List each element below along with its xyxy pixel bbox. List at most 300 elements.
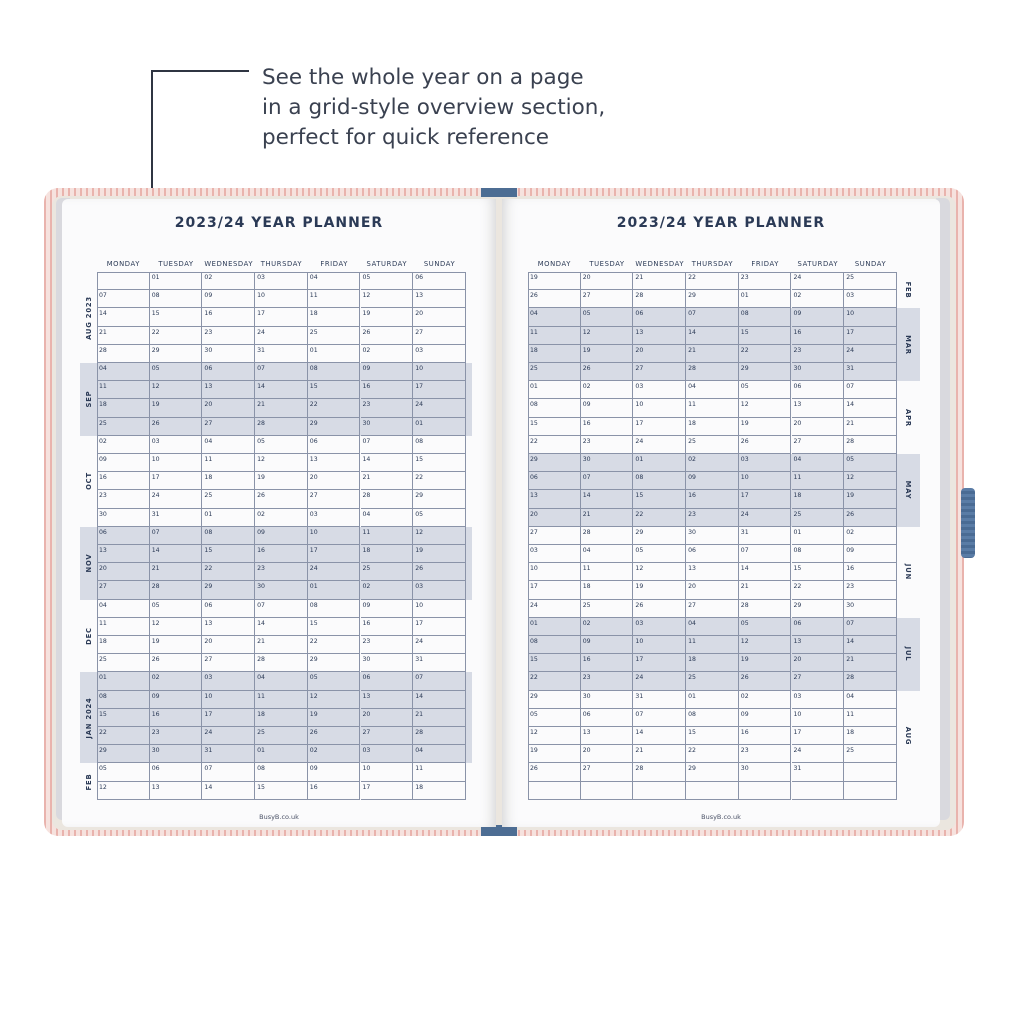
- day-cell: 25: [792, 509, 845, 527]
- day-cell: 20: [308, 472, 361, 490]
- day-cell: 24: [844, 345, 897, 363]
- day-cell: 13: [413, 290, 466, 308]
- day-cell: 08: [413, 436, 466, 454]
- day-cell: 12: [633, 563, 686, 581]
- day-cell: 12: [844, 472, 897, 490]
- day-cell: 06: [528, 472, 581, 490]
- day-cell: 29: [633, 527, 686, 545]
- day-cell: 17: [413, 618, 466, 636]
- day-cell: 19: [739, 654, 792, 672]
- day-cell: 11: [361, 527, 414, 545]
- month-label: FEB: [904, 281, 912, 299]
- day-cell: 13: [361, 691, 414, 709]
- day-cell: 07: [633, 709, 686, 727]
- day-cell: 12: [150, 618, 203, 636]
- day-cell: 26: [255, 490, 308, 508]
- day-cell: 10: [844, 308, 897, 326]
- day-cell: 04: [686, 618, 739, 636]
- day-cell: 27: [581, 290, 634, 308]
- day-cell: 25: [528, 363, 581, 381]
- day-cell: 27: [686, 600, 739, 618]
- day-cell: 24: [739, 509, 792, 527]
- day-cell: 13: [202, 381, 255, 399]
- day-cell: 15: [97, 709, 150, 727]
- day-cell: 02: [686, 454, 739, 472]
- day-cell: 26: [413, 563, 466, 581]
- day-cell: 03: [633, 618, 686, 636]
- day-cell: 15: [308, 618, 361, 636]
- month-label: FEB: [85, 773, 93, 791]
- page-footer: BusyB.co.uk: [701, 813, 741, 821]
- day-cell: 20: [202, 399, 255, 417]
- day-cell: 04: [792, 454, 845, 472]
- day-cell: 27: [202, 418, 255, 436]
- day-cell: 07: [255, 600, 308, 618]
- day-cell: 13: [686, 563, 739, 581]
- day-cell: 10: [792, 709, 845, 727]
- day-cell: 19: [255, 472, 308, 490]
- day-cell: 23: [686, 509, 739, 527]
- day-cell: 17: [308, 545, 361, 563]
- day-cell: 20: [686, 581, 739, 599]
- day-cell: 16: [792, 327, 845, 345]
- day-cell: 22: [97, 727, 150, 745]
- day-cell: 01: [686, 691, 739, 709]
- day-cell: 20: [633, 345, 686, 363]
- day-cell: 30: [792, 363, 845, 381]
- day-cell: 02: [581, 381, 634, 399]
- day-cell: 09: [844, 545, 897, 563]
- day-cell: 24: [202, 727, 255, 745]
- day-cell: 25: [581, 600, 634, 618]
- day-cell: 09: [739, 709, 792, 727]
- day-cell: 21: [361, 472, 414, 490]
- page-title: 2023/24 YEAR PLANNER: [174, 215, 384, 231]
- weekday-header: SATURDAY: [797, 260, 839, 268]
- day-cell: 17: [255, 308, 308, 326]
- day-cell: [792, 782, 845, 800]
- day-cell: 18: [255, 709, 308, 727]
- day-cell: 22: [528, 672, 581, 690]
- day-cell: 17: [413, 381, 466, 399]
- day-cell: 22: [308, 399, 361, 417]
- day-cell: 18: [844, 727, 897, 745]
- day-cell: 17: [739, 490, 792, 508]
- day-cell: 13: [528, 490, 581, 508]
- day-cell: 04: [255, 672, 308, 690]
- day-cell: 11: [308, 290, 361, 308]
- day-cell: 11: [844, 709, 897, 727]
- day-cell: 04: [202, 436, 255, 454]
- day-cell: 30: [202, 345, 255, 363]
- day-cell: 16: [686, 490, 739, 508]
- callout-line-horizontal: [151, 70, 249, 72]
- day-cell: 02: [97, 436, 150, 454]
- day-cell: 20: [361, 709, 414, 727]
- day-cell: 19: [150, 399, 203, 417]
- day-cell: 10: [633, 399, 686, 417]
- day-cell: 01: [255, 745, 308, 763]
- day-cell: 19: [361, 308, 414, 326]
- caption: [262, 63, 605, 153]
- day-cell: 28: [255, 654, 308, 672]
- day-cell: 01: [633, 454, 686, 472]
- day-cell: 18: [413, 782, 466, 800]
- day-cell: 24: [413, 399, 466, 417]
- day-cell: 06: [633, 308, 686, 326]
- day-cell: 25: [361, 563, 414, 581]
- day-cell: 17: [528, 581, 581, 599]
- day-cell: 23: [739, 272, 792, 290]
- month-label: OCT: [85, 472, 93, 491]
- day-cell: 26: [739, 672, 792, 690]
- right-page: [502, 199, 940, 827]
- weekday-header: THURSDAY: [691, 260, 734, 268]
- day-cell: 24: [150, 490, 203, 508]
- day-cell: 29: [308, 418, 361, 436]
- day-cell: 27: [792, 672, 845, 690]
- day-cell: 21: [686, 345, 739, 363]
- day-cell: 08: [150, 290, 203, 308]
- day-cell: 16: [581, 654, 634, 672]
- day-cell: 03: [361, 745, 414, 763]
- day-cell: 10: [528, 563, 581, 581]
- day-cell: 19: [413, 545, 466, 563]
- day-cell: 14: [361, 454, 414, 472]
- day-cell: 12: [739, 636, 792, 654]
- day-cell: 29: [97, 745, 150, 763]
- day-cell: 09: [686, 472, 739, 490]
- weekday-header: WEDNESDAY: [204, 260, 254, 268]
- weekday-header: TUESDAY: [158, 260, 194, 268]
- day-cell: 14: [844, 636, 897, 654]
- day-cell: 11: [202, 454, 255, 472]
- day-cell: 27: [528, 527, 581, 545]
- day-cell: 19: [739, 418, 792, 436]
- day-cell: 05: [361, 272, 414, 290]
- day-cell: 20: [792, 654, 845, 672]
- day-cell: 11: [255, 691, 308, 709]
- day-cell: 22: [792, 581, 845, 599]
- day-cell: 18: [361, 545, 414, 563]
- day-cell: 10: [413, 600, 466, 618]
- weekday-header: WEDNESDAY: [635, 260, 685, 268]
- weekday-header: SUNDAY: [854, 260, 887, 268]
- day-cell: 30: [150, 745, 203, 763]
- day-cell: 04: [413, 745, 466, 763]
- day-cell: 26: [633, 600, 686, 618]
- day-cell: 28: [686, 363, 739, 381]
- day-cell: 04: [528, 308, 581, 326]
- year-planner-grid: [62, 199, 496, 827]
- day-cell: 03: [308, 509, 361, 527]
- day-cell: 29: [792, 600, 845, 618]
- month-label: AUG: [904, 726, 912, 746]
- day-cell: 13: [308, 454, 361, 472]
- day-cell: 30: [581, 691, 634, 709]
- day-cell: 12: [739, 399, 792, 417]
- day-cell: [528, 782, 581, 800]
- day-cell: 14: [202, 782, 255, 800]
- day-cell: 07: [844, 618, 897, 636]
- day-cell: 13: [581, 727, 634, 745]
- day-cell: 04: [97, 363, 150, 381]
- day-cell: 21: [150, 563, 203, 581]
- day-cell: 19: [528, 272, 581, 290]
- day-cell: 23: [202, 327, 255, 345]
- day-cell: 21: [413, 709, 466, 727]
- day-cell: 25: [686, 436, 739, 454]
- weekday-header: SATURDAY: [366, 260, 408, 268]
- day-cell: 12: [97, 782, 150, 800]
- day-cell: 11: [97, 618, 150, 636]
- day-cell: 27: [413, 327, 466, 345]
- day-cell: 26: [844, 509, 897, 527]
- weekday-header: THURSDAY: [260, 260, 303, 268]
- month-label: MAY: [904, 481, 912, 500]
- day-cell: 15: [255, 782, 308, 800]
- day-cell: 24: [308, 563, 361, 581]
- day-cell: 18: [308, 308, 361, 326]
- callout-line: [151, 70, 153, 190]
- day-cell: 23: [792, 345, 845, 363]
- day-cell: 23: [581, 436, 634, 454]
- day-cell: 17: [633, 418, 686, 436]
- day-cell: 04: [844, 691, 897, 709]
- day-cell: 18: [97, 636, 150, 654]
- day-cell: 28: [739, 600, 792, 618]
- day-cell: 27: [633, 363, 686, 381]
- day-cell: 02: [202, 272, 255, 290]
- day-cell: 17: [202, 709, 255, 727]
- day-cell: 05: [255, 436, 308, 454]
- day-cell: 16: [361, 381, 414, 399]
- day-cell: 28: [633, 290, 686, 308]
- day-cell: [581, 782, 634, 800]
- day-cell: 20: [413, 308, 466, 326]
- day-cell: 22: [686, 272, 739, 290]
- day-cell: 21: [633, 272, 686, 290]
- day-cell: 22: [739, 345, 792, 363]
- day-cell: 16: [97, 472, 150, 490]
- day-cell: 14: [581, 490, 634, 508]
- day-cell: 28: [413, 727, 466, 745]
- day-cell: 07: [202, 763, 255, 781]
- day-cell: 08: [308, 600, 361, 618]
- day-cell: 30: [361, 654, 414, 672]
- day-cell: 19: [150, 636, 203, 654]
- day-cell: 18: [528, 345, 581, 363]
- day-cell: 29: [739, 363, 792, 381]
- day-cell: 21: [581, 509, 634, 527]
- day-cell: 24: [633, 672, 686, 690]
- day-cell: 07: [150, 527, 203, 545]
- day-cell: 19: [844, 490, 897, 508]
- day-cell: 17: [361, 782, 414, 800]
- day-cell: 15: [792, 563, 845, 581]
- day-cell: 25: [202, 490, 255, 508]
- day-cell: 07: [844, 381, 897, 399]
- day-cell: 27: [202, 654, 255, 672]
- day-cell: 12: [413, 527, 466, 545]
- day-cell: 11: [97, 381, 150, 399]
- day-cell: 27: [97, 581, 150, 599]
- day-cell: 26: [150, 418, 203, 436]
- day-cell: 08: [686, 709, 739, 727]
- day-cell: 29: [202, 581, 255, 599]
- day-cell: 14: [255, 381, 308, 399]
- day-cell: 31: [844, 363, 897, 381]
- day-cell: 01: [308, 345, 361, 363]
- day-cell: 28: [361, 490, 414, 508]
- day-cell: 04: [361, 509, 414, 527]
- day-cell: 07: [686, 308, 739, 326]
- day-cell: 14: [150, 545, 203, 563]
- day-cell: 30: [844, 600, 897, 618]
- day-cell: 23: [255, 563, 308, 581]
- month-label: AUG 2023: [85, 295, 93, 340]
- day-cell: 28: [844, 672, 897, 690]
- day-cell: 05: [739, 618, 792, 636]
- day-cell: 06: [202, 600, 255, 618]
- day-cell: 25: [844, 272, 897, 290]
- day-cell: 21: [844, 418, 897, 436]
- day-cell: 20: [581, 745, 634, 763]
- day-cell: 06: [413, 272, 466, 290]
- day-cell: 01: [150, 272, 203, 290]
- caption-line-1: See the whole year on a page: [262, 65, 584, 90]
- day-cell: 16: [739, 727, 792, 745]
- day-cell: [686, 782, 739, 800]
- day-cell: 14: [97, 308, 150, 326]
- day-cell: 19: [528, 745, 581, 763]
- day-cell: 09: [97, 454, 150, 472]
- day-cell: 06: [150, 763, 203, 781]
- day-cell: 22: [150, 327, 203, 345]
- day-cell: 21: [739, 581, 792, 599]
- day-cell: 22: [686, 745, 739, 763]
- day-cell: 10: [202, 691, 255, 709]
- day-cell: 24: [528, 600, 581, 618]
- day-cell: 20: [97, 563, 150, 581]
- day-cell: 03: [792, 691, 845, 709]
- day-cell: 03: [528, 545, 581, 563]
- day-cell: 27: [361, 727, 414, 745]
- day-cell: 16: [150, 709, 203, 727]
- day-cell: 06: [581, 709, 634, 727]
- day-cell: 06: [97, 527, 150, 545]
- day-cell: 11: [686, 399, 739, 417]
- day-cell: 04: [97, 600, 150, 618]
- day-cell: 11: [528, 327, 581, 345]
- day-cell: 18: [686, 418, 739, 436]
- day-cell: 23: [361, 399, 414, 417]
- month-label: APR: [904, 408, 912, 427]
- day-cell: 30: [739, 763, 792, 781]
- day-cell: 03: [844, 290, 897, 308]
- day-cell: 05: [97, 763, 150, 781]
- year-planner-grid: [502, 199, 940, 827]
- day-cell: 09: [581, 636, 634, 654]
- weekday-header: SUNDAY: [423, 260, 456, 268]
- day-cell: 31: [202, 745, 255, 763]
- day-cell: 04: [308, 272, 361, 290]
- day-cell: 13: [202, 618, 255, 636]
- day-cell: 09: [308, 763, 361, 781]
- day-cell: 16: [255, 545, 308, 563]
- elastic-closure-band: [961, 488, 975, 558]
- day-cell: 24: [413, 636, 466, 654]
- day-cell: 20: [528, 509, 581, 527]
- day-cell: 08: [528, 399, 581, 417]
- day-cell: 09: [255, 527, 308, 545]
- day-cell: 02: [255, 509, 308, 527]
- day-cell: 15: [633, 490, 686, 508]
- day-cell: 21: [97, 327, 150, 345]
- day-cell: [739, 782, 792, 800]
- day-cell: 06: [308, 436, 361, 454]
- day-cell: 25: [255, 727, 308, 745]
- day-cell: 21: [633, 745, 686, 763]
- day-cell: 05: [844, 454, 897, 472]
- day-cell: 05: [739, 381, 792, 399]
- day-cell: 30: [97, 509, 150, 527]
- day-cell: 12: [255, 454, 308, 472]
- day-cell: 12: [150, 381, 203, 399]
- day-cell: 08: [202, 527, 255, 545]
- day-cell: 05: [581, 308, 634, 326]
- day-cell: 09: [361, 600, 414, 618]
- day-cell: 07: [361, 436, 414, 454]
- day-cell: 28: [633, 763, 686, 781]
- day-cell: 14: [633, 727, 686, 745]
- day-cell: 23: [581, 672, 634, 690]
- day-cell: 08: [97, 691, 150, 709]
- day-cell: 14: [255, 618, 308, 636]
- day-cell: 15: [150, 308, 203, 326]
- day-cell: 29: [150, 345, 203, 363]
- day-cell: 15: [739, 327, 792, 345]
- month-label: NOV: [85, 553, 93, 573]
- day-cell: 02: [792, 290, 845, 308]
- day-cell: 31: [255, 345, 308, 363]
- day-cell: 27: [581, 763, 634, 781]
- day-cell: 02: [361, 581, 414, 599]
- spine-top: [481, 188, 517, 197]
- day-cell: 09: [361, 363, 414, 381]
- day-cell: 28: [150, 581, 203, 599]
- day-cell: 30: [581, 454, 634, 472]
- day-cell: 24: [633, 436, 686, 454]
- day-cell: 23: [97, 490, 150, 508]
- day-cell: 09: [581, 399, 634, 417]
- day-cell: 08: [633, 472, 686, 490]
- day-cell: 10: [150, 454, 203, 472]
- day-cell: 06: [361, 672, 414, 690]
- day-cell: 08: [739, 308, 792, 326]
- day-cell: 15: [528, 418, 581, 436]
- day-cell: 29: [686, 763, 739, 781]
- day-cell: 04: [686, 381, 739, 399]
- day-cell: 03: [150, 436, 203, 454]
- day-cell: 24: [255, 327, 308, 345]
- day-cell: 07: [739, 545, 792, 563]
- day-cell: 18: [202, 472, 255, 490]
- day-cell: 08: [528, 636, 581, 654]
- day-cell: 29: [686, 290, 739, 308]
- day-cell: 16: [202, 308, 255, 326]
- day-cell: 03: [739, 454, 792, 472]
